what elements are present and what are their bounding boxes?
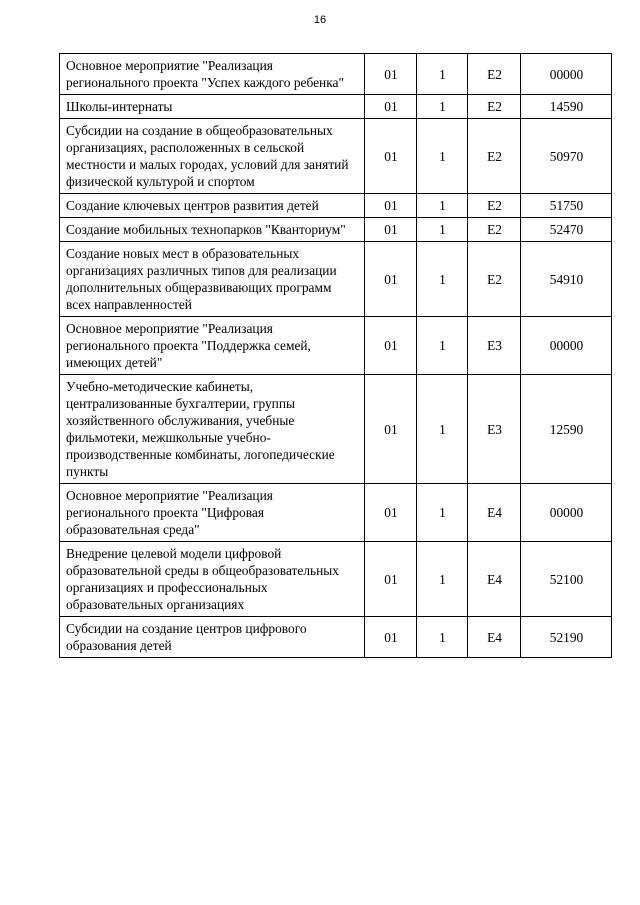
event-code-cell: Е2 [468, 218, 521, 242]
row-name-cell: Субсидии на создание центров цифрового образования детей [60, 617, 365, 658]
event-code-cell: Е4 [468, 542, 521, 617]
program-code-cell: 01 [365, 484, 417, 542]
row-name-cell: Основное мероприятие "Реализация регионального проекта "Цифровая образовательная среда" [60, 484, 365, 542]
table-row [60, 242, 612, 317]
subprogram-code-cell: 1 [417, 194, 468, 218]
event-code-cell: Е4 [468, 484, 521, 542]
direction-code-cell: 00000 [521, 484, 612, 542]
program-code-cell: 01 [365, 317, 417, 375]
program-code-cell: 01 [365, 542, 417, 617]
event-code-cell: Е3 [468, 375, 521, 484]
row-name-cell: Школы-интернаты [60, 95, 365, 119]
subprogram-code-cell: 1 [417, 54, 468, 95]
program-code-cell: 01 [365, 375, 417, 484]
subprogram-code-cell: 1 [417, 317, 468, 375]
table-row [60, 218, 612, 242]
budget-classification-table [59, 53, 612, 658]
event-code-cell: Е3 [468, 317, 521, 375]
row-name-cell: Создание новых мест в образовательных организациях различных типов для реализации дополнительных общеразвивающих программ всех направленностей [60, 242, 365, 317]
table-row [60, 119, 612, 194]
table-row [60, 54, 612, 95]
subprogram-code-cell: 1 [417, 242, 468, 317]
event-code-cell: Е2 [468, 95, 521, 119]
subprogram-code-cell: 1 [417, 218, 468, 242]
direction-code-cell: 52190 [521, 617, 612, 658]
program-code-cell: 01 [365, 54, 417, 95]
program-code-cell: 01 [365, 242, 417, 317]
table-row [60, 617, 612, 658]
row-name-cell: Основное мероприятие "Реализация регионального проекта "Поддержка семей, имеющих детей" [60, 317, 365, 375]
subprogram-code-cell: 1 [417, 95, 468, 119]
table-row [60, 542, 612, 617]
direction-code-cell: 14590 [521, 95, 612, 119]
subprogram-code-cell: 1 [417, 375, 468, 484]
event-code-cell: Е2 [468, 119, 521, 194]
event-code-cell: Е4 [468, 617, 521, 658]
event-code-cell: Е2 [468, 242, 521, 317]
program-code-cell: 01 [365, 218, 417, 242]
event-code-cell: Е2 [468, 54, 521, 95]
program-code-cell: 01 [365, 119, 417, 194]
table-row [60, 484, 612, 542]
subprogram-code-cell: 1 [417, 617, 468, 658]
page-number: 16 [313, 14, 327, 26]
program-code-cell: 01 [365, 95, 417, 119]
program-code-cell: 01 [365, 194, 417, 218]
row-name-cell: Создание ключевых центров развития детей [60, 194, 365, 218]
direction-code-cell: 52100 [521, 542, 612, 617]
program-code-cell: 01 [365, 617, 417, 658]
row-name-cell: Создание мобильных технопарков "Кванториум" [60, 218, 365, 242]
row-name-cell: Учебно-методические кабинеты, централизованные бухгалтерии, группы хозяйственного обслуживания, учебные фильмотеки, межшкольные учебно-производственные комбинаты, логопедические пункты [60, 375, 365, 484]
direction-code-cell: 52470 [521, 218, 612, 242]
row-name-cell: Субсидии на создание в общеобразовательных организациях, расположенных в сельской местности и малых городах, условий для занятий физической культурой и спортом [60, 119, 365, 194]
subprogram-code-cell: 1 [417, 484, 468, 542]
subprogram-code-cell: 1 [417, 119, 468, 194]
table-row [60, 375, 612, 484]
subprogram-code-cell: 1 [417, 542, 468, 617]
row-name-cell: Основное мероприятие "Реализация регионального проекта "Успех каждого ребенка" [60, 54, 365, 95]
direction-code-cell: 12590 [521, 375, 612, 484]
direction-code-cell: 54910 [521, 242, 612, 317]
event-code-cell: Е2 [468, 194, 521, 218]
direction-code-cell: 00000 [521, 54, 612, 95]
direction-code-cell: 50970 [521, 119, 612, 194]
direction-code-cell: 51750 [521, 194, 612, 218]
direction-code-cell: 00000 [521, 317, 612, 375]
table-row [60, 317, 612, 375]
row-name-cell: Внедрение целевой модели цифровой образовательной среды в общеобразовательных организациях и профессиональных образовательных организациях [60, 542, 365, 617]
table-row [60, 194, 612, 218]
table-row [60, 95, 612, 119]
